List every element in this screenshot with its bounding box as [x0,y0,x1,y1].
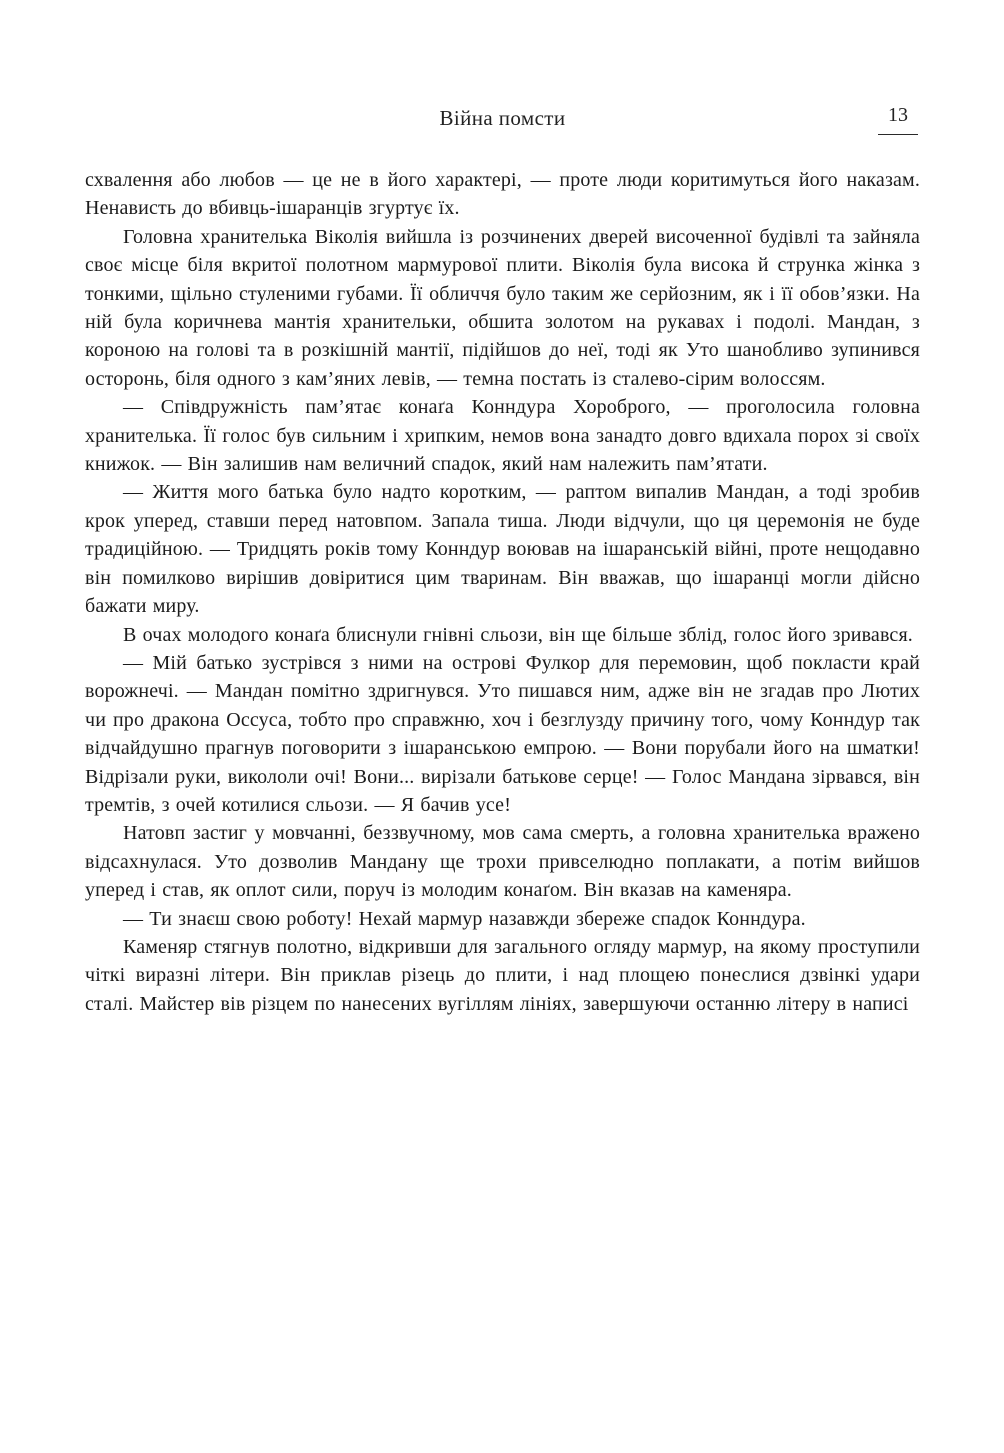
page-header [85,106,920,140]
paragraph: — Життя мого батька було надто коротким, — раптом випалив Мандан, а тоді зробив крок уперед, ставши перед натовпом. Запала тиша. Люди відчули, що ця церемонія не буде традиційною. — Тридцять років тому Конндур воював на ішаранській війні, проте нещодавно він помилково вирішив довіритися цим тваринам. Він вважав, що ішаранці могли дійсно бажати миру. [85,481,920,618]
page-number: 13 [878,104,918,135]
paragraph: — Співдружність пам’ятає конаґа Конндура Хороброго, — проголосила головна хранителька. Її голос був сильним і хрипким, немов вона занадто довго вдихала порох зі своїх книжок. — Він залишив нам величний спадок, який нам належить пам’ятати. [85,396,920,476]
running-title: Війна помсти [439,106,566,130]
paragraph: В очах молодого конаґа блиснули гнівні сльози, він ще більше зблід, голос його зривався. [123,623,913,646]
paragraph: схвалення або любов — це не в його характері, — проте люди коритимуться його наказам. Ненависть до вбивць-ішаранців згуртує їх. [85,169,920,220]
paragraph: — Мій батько зустрівся з ними на острові Фулкор для перемовин, щоб покласти край ворожнечі. — Мандан помітно здригнувся. Уто пишався ним, адже він не згадав про Лютих чи про дракона Оссуса, тобто про справжню, хоч і безглузду причину того, чому Конндур так відчайдушно прагнув поговорити з ішаранською емпрою. — Вони порубали його на шматки! Відрізали руки, викололи очі! Вони... вирізали батькове серце! — Голос Мандана зірвався, він тремтів, з очей котилися сльози. — Я бачив усе! [85,651,920,816]
paragraph: Каменяр стягнув полотно, відкривши для загального огляду мармур, на якому проступили чіткі виразні літери. Він приклав різець до плити, і над площею понеслися дзвінкі удари сталі. Майстер вів різцем по нанесених вугіллям лініях, завершуючи останню літеру в написі [85,935,920,1015]
body-text [85,166,920,1018]
paragraph: — Ти знаєш свою роботу! Нехай мармур назавжди збереже спадок Конндура. [123,907,806,930]
paragraph: Головна хранителька Віколія вийшла із розчинених дверей височенної будівлі та зайняла своє місце біля вкритої полотном мармурової плити. Віколія була висока й струнка жінка з тонкими, щільно стуленими губами. Її обличчя було таким же серйозним, як і її обов’язки. На ній була коричнева мантія хранительки, обшита золотом на рукавах і подолі. Мандан, з короною на голові та в розкішній мантії, підійшов до неї, тоді як Уто шанобливо зупинився осторонь, біля одного з кам’яних левів, — темна постать із сталево-сірим волоссям. [85,225,920,390]
paragraph: Натовп застиг у мовчанні, беззвучному, мов сама смерть, а головна хранителька вражено відсахнулася. Уто дозволив Мандану ще трохи привселюдно поплакати, а потім вийшов уперед і став, як оплот сили, поруч із молодим конаґом. Він вказав на каменяра. [85,822,920,902]
